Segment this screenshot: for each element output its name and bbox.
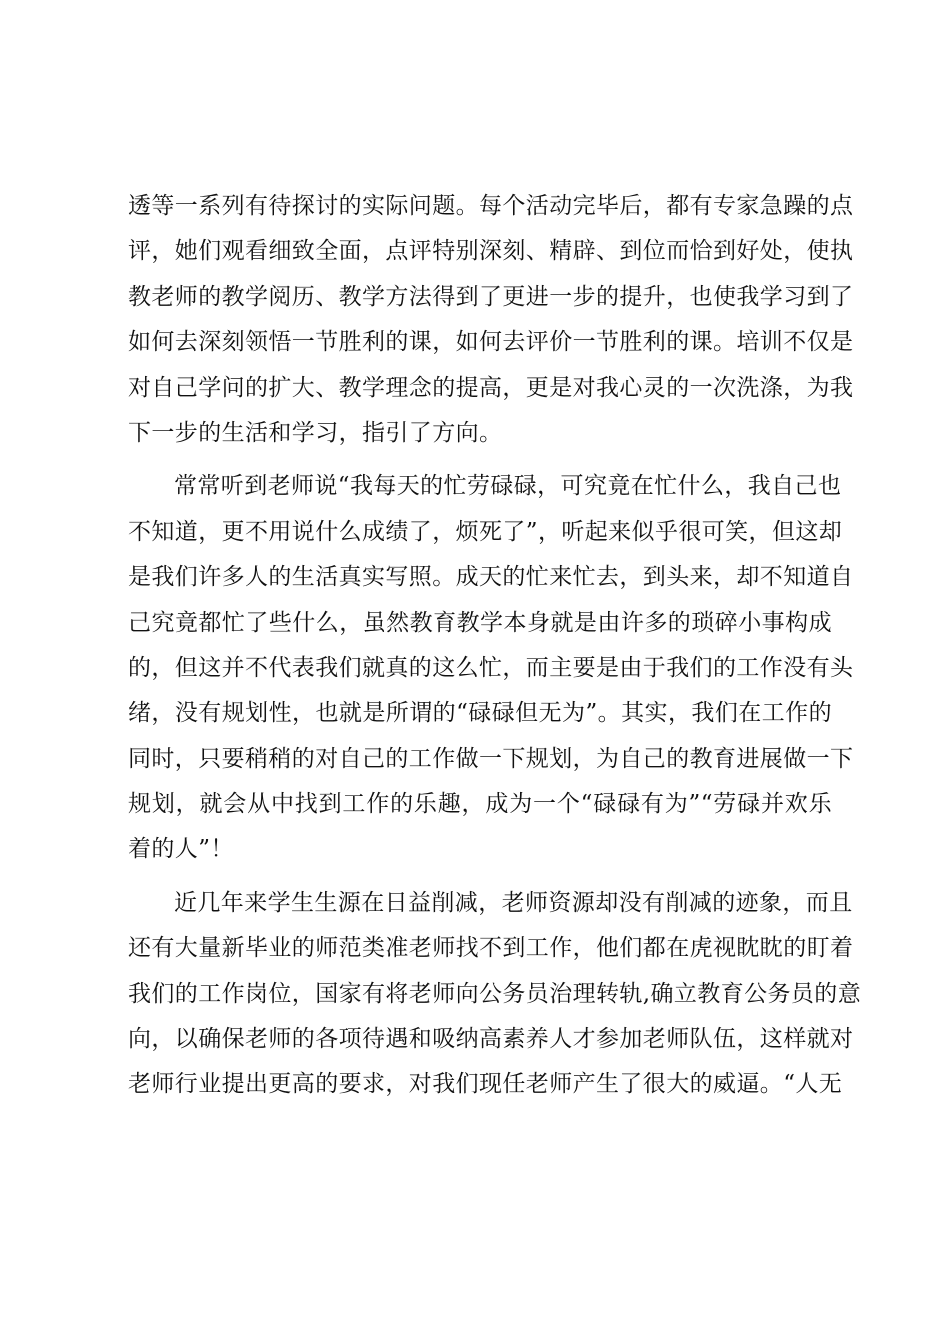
text-line: 常常听到老师说“我每天的忙劳碌碌，可究竟在忙什么，我自己也 xyxy=(174,473,842,500)
text-line: 同时，只要稍稍的对自己的工作做一下规划，为自己的教育进展做一下 xyxy=(128,745,854,772)
text-line: 还有大量新毕业的师范类准老师找不到工作，他们都在虎视眈眈的盯着 xyxy=(128,935,854,962)
text-line: 着的人”！ xyxy=(128,836,234,863)
text-line: 规划，就会从中找到工作的乐趣，成为一个“碌碌有为”“劳碌并欢乐 xyxy=(128,791,832,818)
text-line: 近几年来学生生源在日益削减，老师资源却没有削减的迹象，而且 xyxy=(174,889,853,916)
text-line: 不知道，更不用说什么成绩了，烦死了”，听起来似乎很可笑，但这却 xyxy=(128,518,843,545)
text-line: 向，以确保老师的各项待遇和吸纳高素养人才参加老师队伍，这样就对 xyxy=(128,1026,854,1053)
document-body xyxy=(128,184,862,1108)
paragraph-gap xyxy=(128,873,832,881)
text-line: 如何去深刻领悟一节胜利的课，如何去评价一节胜利的课。培训不仅是 xyxy=(128,329,854,356)
text-line: 绪，没有规划性，也就是所谓的“碌碌但无为”。其实，我们在工作的 xyxy=(128,700,832,727)
text-line: 老师行业提出更高的要求，对我们现任老师产生了很大的威逼。“人无 xyxy=(128,1071,843,1098)
text-line: 我们的工作岗位，国家有将老师向公务员治理转轨,确立教育公务员的意 xyxy=(128,980,862,1007)
text-line: 对自己学问的扩大、教学理念的提高，更是对我心灵的一次洗涤，为我 xyxy=(128,374,854,401)
paragraph-3 xyxy=(128,881,862,1108)
text-line: 的，但这并不代表我们就真的这么忙，而主要是由于我们的工作没有头 xyxy=(128,654,854,681)
text-line: 透等一系列有待探讨的实际问题。每个活动完毕后，都有专家急躁的点 xyxy=(128,193,854,219)
text-line: 评，她们观看细致全面，点评特别深刻、精辟、到位而恰到好处，使执 xyxy=(128,238,854,265)
text-line: 下一步的生活和学习，指引了方向。 xyxy=(128,419,503,446)
paragraph-1 xyxy=(128,184,854,456)
text-line: 教老师的教学阅历、教学方法得到了更进一步的提升，也使我学习到了 xyxy=(128,283,854,310)
text-line: 是我们许多人的生活真实写照。成天的忙来忙去，到头来，却不知道自 xyxy=(128,564,854,591)
paragraph-2 xyxy=(128,464,854,873)
text-line: 己究竟都忙了些什么，虽然教育教学本身就是由许多的琐碎小事构成 xyxy=(128,609,832,636)
paragraph-gap xyxy=(128,456,832,464)
